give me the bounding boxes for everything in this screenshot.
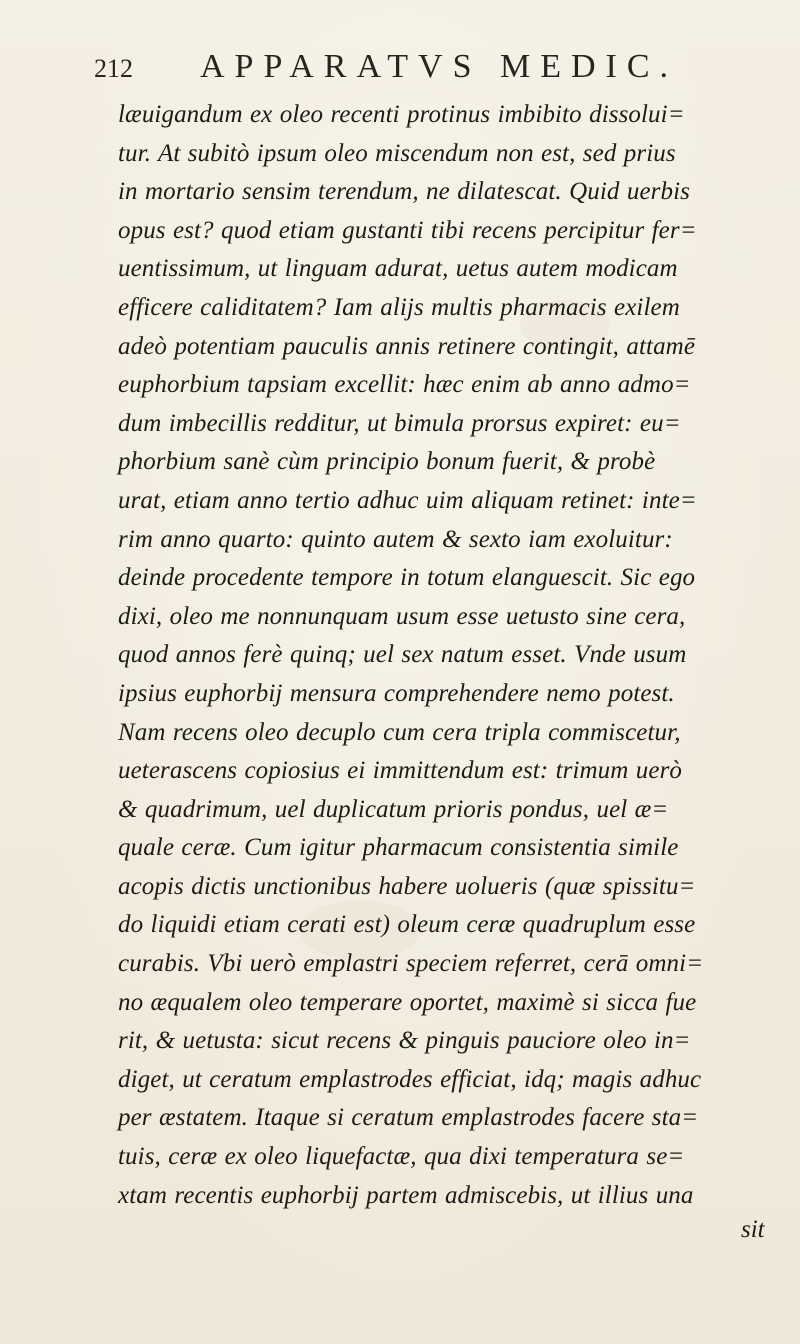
text-line: adeò potentiam pauculis annis retinere contingit, attamē	[118, 332, 696, 360]
text-line: tur. At subitò ipsum oleo miscendum non est, sed prius	[118, 139, 676, 167]
text-line: per æstatem. Itaque si ceratum emplastrodes facere sta=	[118, 1104, 699, 1132]
text-line: phorbium sanè cùm principio bonum fuerit, & probè	[118, 448, 656, 476]
text-line: ipsius euphorbij mensura comprehendere nemo potest.	[118, 679, 675, 707]
text-line: tuis, ceræ ex oleo liquefactæ, qua dixi temperatura se=	[118, 1143, 685, 1171]
body-text	[118, 96, 794, 1215]
running-head: APPARATVS MEDIC.	[200, 48, 679, 85]
catchword: sit	[741, 1216, 765, 1243]
text-line: læuigandum ex oleo recenti protinus imbibito dissolui=	[118, 101, 685, 128]
text-line: efficere caliditatem? Iam alijs multis pharmacis exilem	[118, 293, 680, 321]
text-line: curabis. Vbi uerò emplastri speciem referret, cerā omni=	[118, 950, 704, 978]
folio-number: 212	[94, 54, 133, 83]
text-line: xtam recentis euphorbij partem admiscebis, ut illius una	[118, 1181, 694, 1209]
text-line: & quadrimum, uel duplicatum prioris pondus, uel æ=	[118, 795, 669, 823]
text-line: euphorbium tapsiam excellit: hæc enim ab anno admo=	[118, 371, 691, 399]
text-line: no æqualem oleo temperare oportet, maximè si sicca fue	[118, 988, 697, 1016]
text-line: quale ceræ. Cum igitur pharmacum consistentia simile	[118, 834, 679, 862]
page-header	[0, 48, 800, 88]
text-line: quod annos ferè quinq; uel sex natum esset. Vnde usum	[118, 641, 687, 669]
text-line: Nam recens oleo decuplo cum cera tripla commiscetur,	[118, 718, 681, 746]
text-line: in mortario sensim terendum, ne dilatescat. Quid uerbis	[118, 178, 690, 206]
text-line: uentissimum, ut linguam adurat, uetus autem modicam	[118, 255, 678, 283]
text-line: acopis dictis unctionibus habere uolueris (quæ spissitu=	[118, 872, 696, 900]
text-line: dixi, oleo me nonnunquam usum esse uetusto sine cera,	[118, 602, 686, 630]
text-line: opus est? quod etiam gustanti tibi recens percipitur fer=	[118, 216, 697, 244]
text-line: diget, ut ceratum emplastrodes efficiat, idq; magis adhuc	[118, 1065, 702, 1093]
text-line: dum imbecillis redditur, ut bimula prorsus expiret: eu=	[118, 409, 681, 437]
text-line: do liquidi etiam cerati est) oleum ceræ quadruplum esse	[118, 911, 696, 939]
text-line: rit, & uetusta: sicut recens & pinguis pauciore oleo in=	[118, 1027, 691, 1055]
text-line: urat, etiam anno tertio adhuc uim aliquam retinet: inte=	[118, 486, 697, 514]
text-line: rim anno quarto: quinto autem & sexto iam exoluitur:	[118, 525, 673, 553]
text-line: deinde procedente tempore in totum elanguescit. Sic ego	[118, 564, 696, 592]
text-line: ueterascens copiosius ei immittendum est: trimum uerò	[118, 757, 682, 785]
